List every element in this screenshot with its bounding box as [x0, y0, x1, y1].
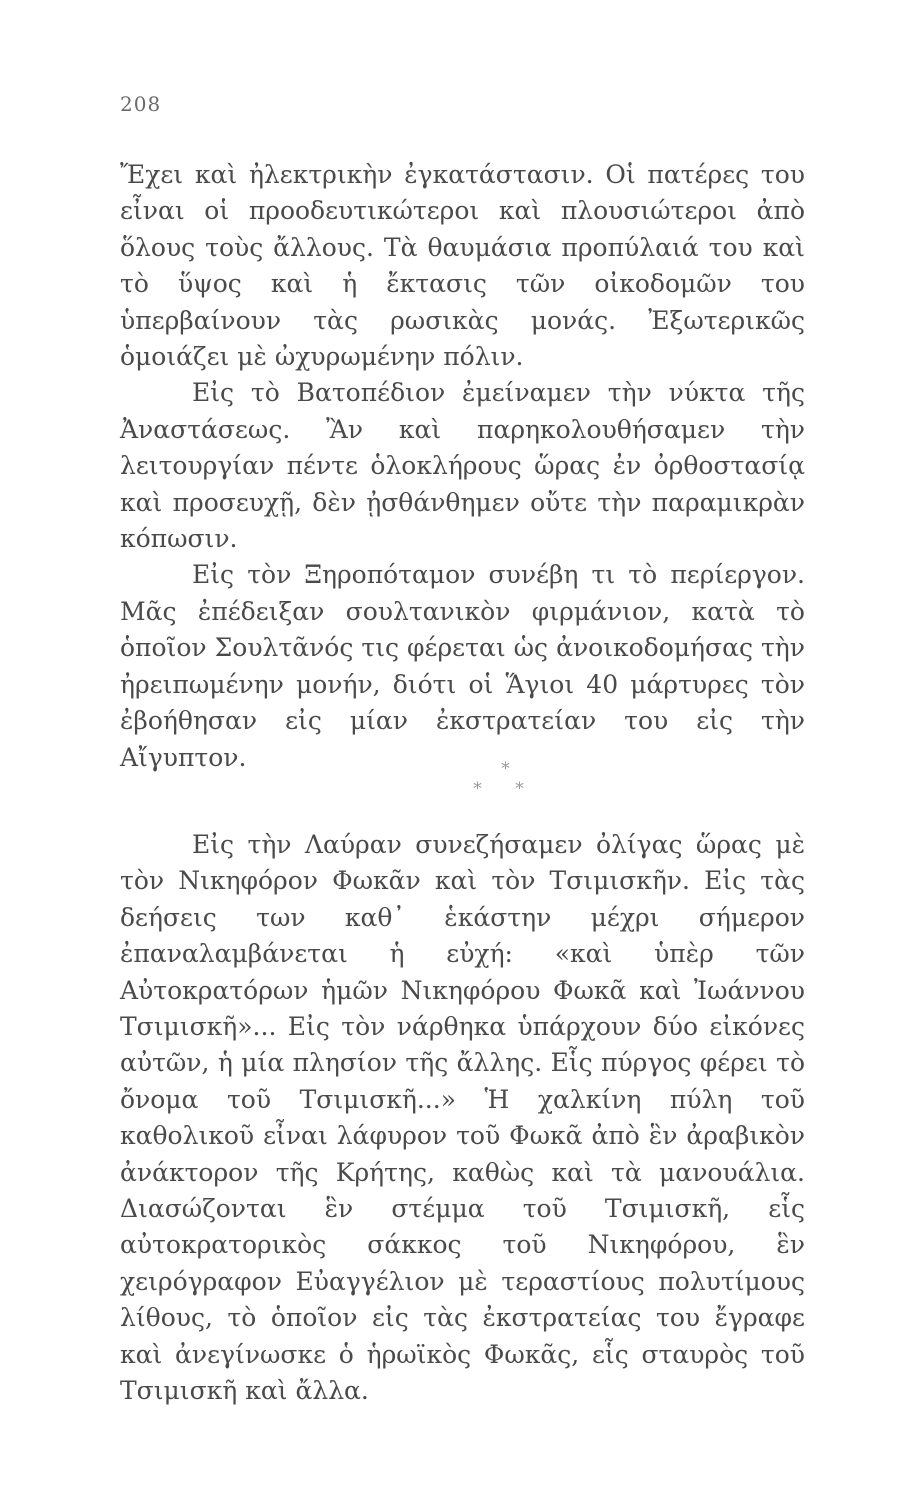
paragraph-xeropotamou: Εἰς τὸν Ξηροπόταμον συνέβη τι τὸ περίεργον. Μᾶς ἐπέδειξαν σουλτανικὸν φιρμάνιον, κατὰ τὸ ὁποῖον Σουλτᾶνός τις φέρεται ὡς ἀνοικοδομήσας τὴν ἠρειπωμένην μονήν, διότι οἱ Ἅγιοι 40 μάρτυρες τὸν ἐβοήθησαν εἰς μίαν ἐκστρατείαν του εἰς τὴν Αἴγυπτον.	[120, 560, 805, 772]
section-two-text	[120, 827, 805, 1410]
paragraph-vatopedi: Εἰς τὸ Βατοπέδιον ἐμείναμεν τὴν νύκτα τῆς Ἀναστάσεως. Ἂν καὶ παρηκολουθήσαμεν τὴν λειτουργίαν πέντε ὁλοκλήρους ὥρας ἐν ὀρθοστασίᾳ καὶ προσευχῇ, δὲν ᾐσθάνθημεν οὔτε τὴν παραμικρὰν κόπωσιν.	[120, 378, 805, 554]
paragraph-electric-installation: Ἔχει καὶ ἠλεκτρικὴν ἐγκατάστασιν. Οἱ πατέρες του εἶναι οἱ προοδευτικώτεροι καὶ πλουσιώτεροι ἀπὸ ὅλους τοὺς ἄλλους. Τὰ θαυμάσια προπύλαιά του καὶ τὸ ὕψος καὶ ἡ ἔκτασις τῶν οἰκοδομῶν του ὑπερβαίνουν τὰς ρωσικὰς μονάς. Ἐξωτερικῶς ὁμοιάζει μὲ ὠχυρωμένην πόλιν.	[120, 160, 805, 372]
page-number: 208	[120, 92, 162, 116]
asterism-top: *	[501, 759, 510, 779]
section-one-text	[120, 157, 805, 776]
asterism-bottom: * *	[473, 779, 538, 799]
paragraph-lavra: Εἰς τὴν Λαύραν συνεζήσαμεν ὀλίγας ὥρας μὲ τὸν Νικηφόρον Φωκᾶν καὶ τὸν Τσιμισκῆν. Εἰς τὰς δεήσεις των καθ᾽ ἑκάστην μέχρι σήμερον ἐπαναλαμβάνεται ἡ εὐχή: «καὶ ὑπὲρ τῶν Αὐτοκρατόρων ἡμῶν Νικηφόρου Φωκᾶ καὶ Ἰωάννου Τσιμισκῆ»... Εἰς τὸν νάρθηκα ὑπάρχουν δύο εἰκόνες αὐτῶν, ἡ μία πλησίον τῆς ἄλλης. Εἷς πύργος φέρει τὸ ὄνομα τοῦ Τσιμισκῆ...» Ἡ χαλκίνη πύλη τοῦ καθολικοῦ εἶναι λάφυρον τοῦ Φωκᾶ ἀπὸ ἓν ἀραβικὸν ἀνάκτορον τῆς Κρήτης, καθὼς καὶ τὰ μανουάλια. Διασώζονται ἓν στέμμα τοῦ Τσιμισκῆ, εἷς αὐτοκρατορικὸς σάκκος τοῦ Νικηφόρου, ἓν χειρόγραφον Εὐαγγέλιον μὲ τεραστίους πολυτίμους λίθους, τὸ ὁποῖον εἰς τὰς ἐκστρατείας του ἔγραφε καὶ ἀνεγίνωσκε ὁ ἡρωϊκὸς Φωκᾶς, εἷς σταυρὸς τοῦ Τσιμισκῆ καὶ ἄλλα.	[120, 830, 805, 1406]
